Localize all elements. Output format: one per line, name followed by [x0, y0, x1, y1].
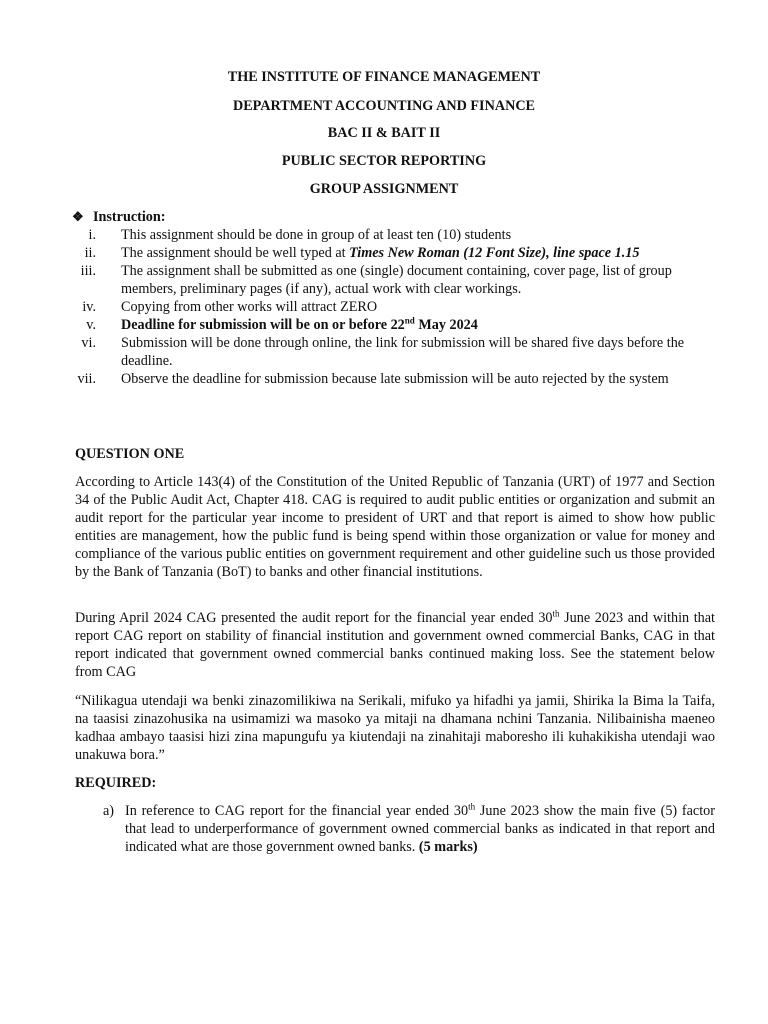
list-number: vii.	[77, 371, 96, 387]
institute-heading: THE INSTITUTE OF FINANCE MANAGEMENT	[227, 69, 541, 85]
list-number: iii.	[80, 263, 96, 279]
marks-label: (5 marks)	[418, 839, 478, 855]
question-paragraph-1: According to Article 143(4) of the Constitution of the United Republic of Tanzania (URT) of 1977 and Section 34 of the Public Audit Act, Chapter 418. CAG is required to audit public entities or organization and submit an audit report for the particular year income to president of URT and that report is aimed to show how public entities are management, how the public fund is being spend within those organization or value for money and compliance of the various public entities on government requirement and other guideline such us those provided by the Bank of Tanzania (BoT) to banks and other financial institutions.	[75, 474, 715, 580]
cag-quote: “Nilikagua utendaji wa benki zinazomilikiwa na Serikali, mifuko ya hifadhi ya jamii, Shirika la Bima la Taifa, na taasisi zinazohusika na usimamizi wa masoko ya mitaji na dhamana nchini Tanzania. Nilibainisha maeneo kadhaa ambayo taasisi hizi zina mapungufu ya kiutendaji na zinahitaji maboresho ili kuhakikisha utendaji wao unakuwa bora.”	[75, 693, 715, 763]
list-item	[0, 226, 768, 244]
list-item	[0, 370, 768, 388]
list-number: ii.	[84, 245, 96, 261]
question-paragraph-2: During April 2024 CAG presented the audit report for the financial year ended 30th June 2023 and within that report CAG report on stability of financial institution and government owned commercial Banks, CAG in that report indicated that government owned commercial banks continued making loss. See the statement below from CAG	[75, 608, 715, 680]
deadline-text: Deadline for submission will be on or before 22nd May 2024	[121, 315, 478, 333]
list-number: iv.	[82, 299, 96, 315]
list-text: The assignment shall be submitted as one (single) document containing, cover page, list of group members, preliminary pages (if any), actual work with clear workings.	[121, 263, 672, 297]
course-heading: PUBLIC SECTOR REPORTING	[281, 153, 487, 169]
question-title: QUESTION ONE	[75, 446, 185, 462]
instruction-list	[0, 226, 768, 388]
list-text: Observe the deadline for submission because late submission will be auto rejected by the system	[121, 371, 669, 387]
required-title: REQUIRED:	[75, 775, 157, 791]
requirement-label: a)	[103, 803, 115, 819]
list-item	[0, 244, 768, 262]
font-requirement: Times New Roman (12 Font Size), line space 1.15	[349, 245, 640, 261]
list-item	[0, 298, 768, 316]
list-text: This assignment should be done in group of at least ten (10) students	[121, 227, 512, 243]
list-item	[0, 334, 768, 370]
requirement-a	[75, 802, 715, 856]
department-heading: DEPARTMENT ACCOUNTING AND FINANCE	[232, 98, 536, 114]
list-text: Submission will be done through online, the link for submission will be shared five days before the deadline.	[121, 335, 685, 369]
requirement-text: In reference to CAG report for the financial year ended 30th June 2023 show the main five (5) factor that lead to underperformance of government owned commercial banks as indicated in that report and indicated what are those government owned banks. (5 marks)	[125, 801, 715, 855]
program-heading: BAC II & BAIT II	[327, 125, 441, 141]
list-text: The assignment should be well typed at	[121, 245, 350, 261]
list-item	[0, 316, 768, 334]
assignment-heading: GROUP ASSIGNMENT	[309, 181, 459, 197]
list-number: v.	[86, 317, 96, 333]
list-text: Copying from other works will attract ZERO	[121, 299, 378, 315]
list-number: i.	[88, 227, 96, 243]
list-number: vi.	[81, 335, 96, 351]
diamond-bullet-icon: ❖	[72, 209, 84, 224]
instruction-title: Instruction:	[93, 209, 166, 225]
list-item	[0, 262, 768, 298]
instruction-heading	[72, 208, 166, 226]
